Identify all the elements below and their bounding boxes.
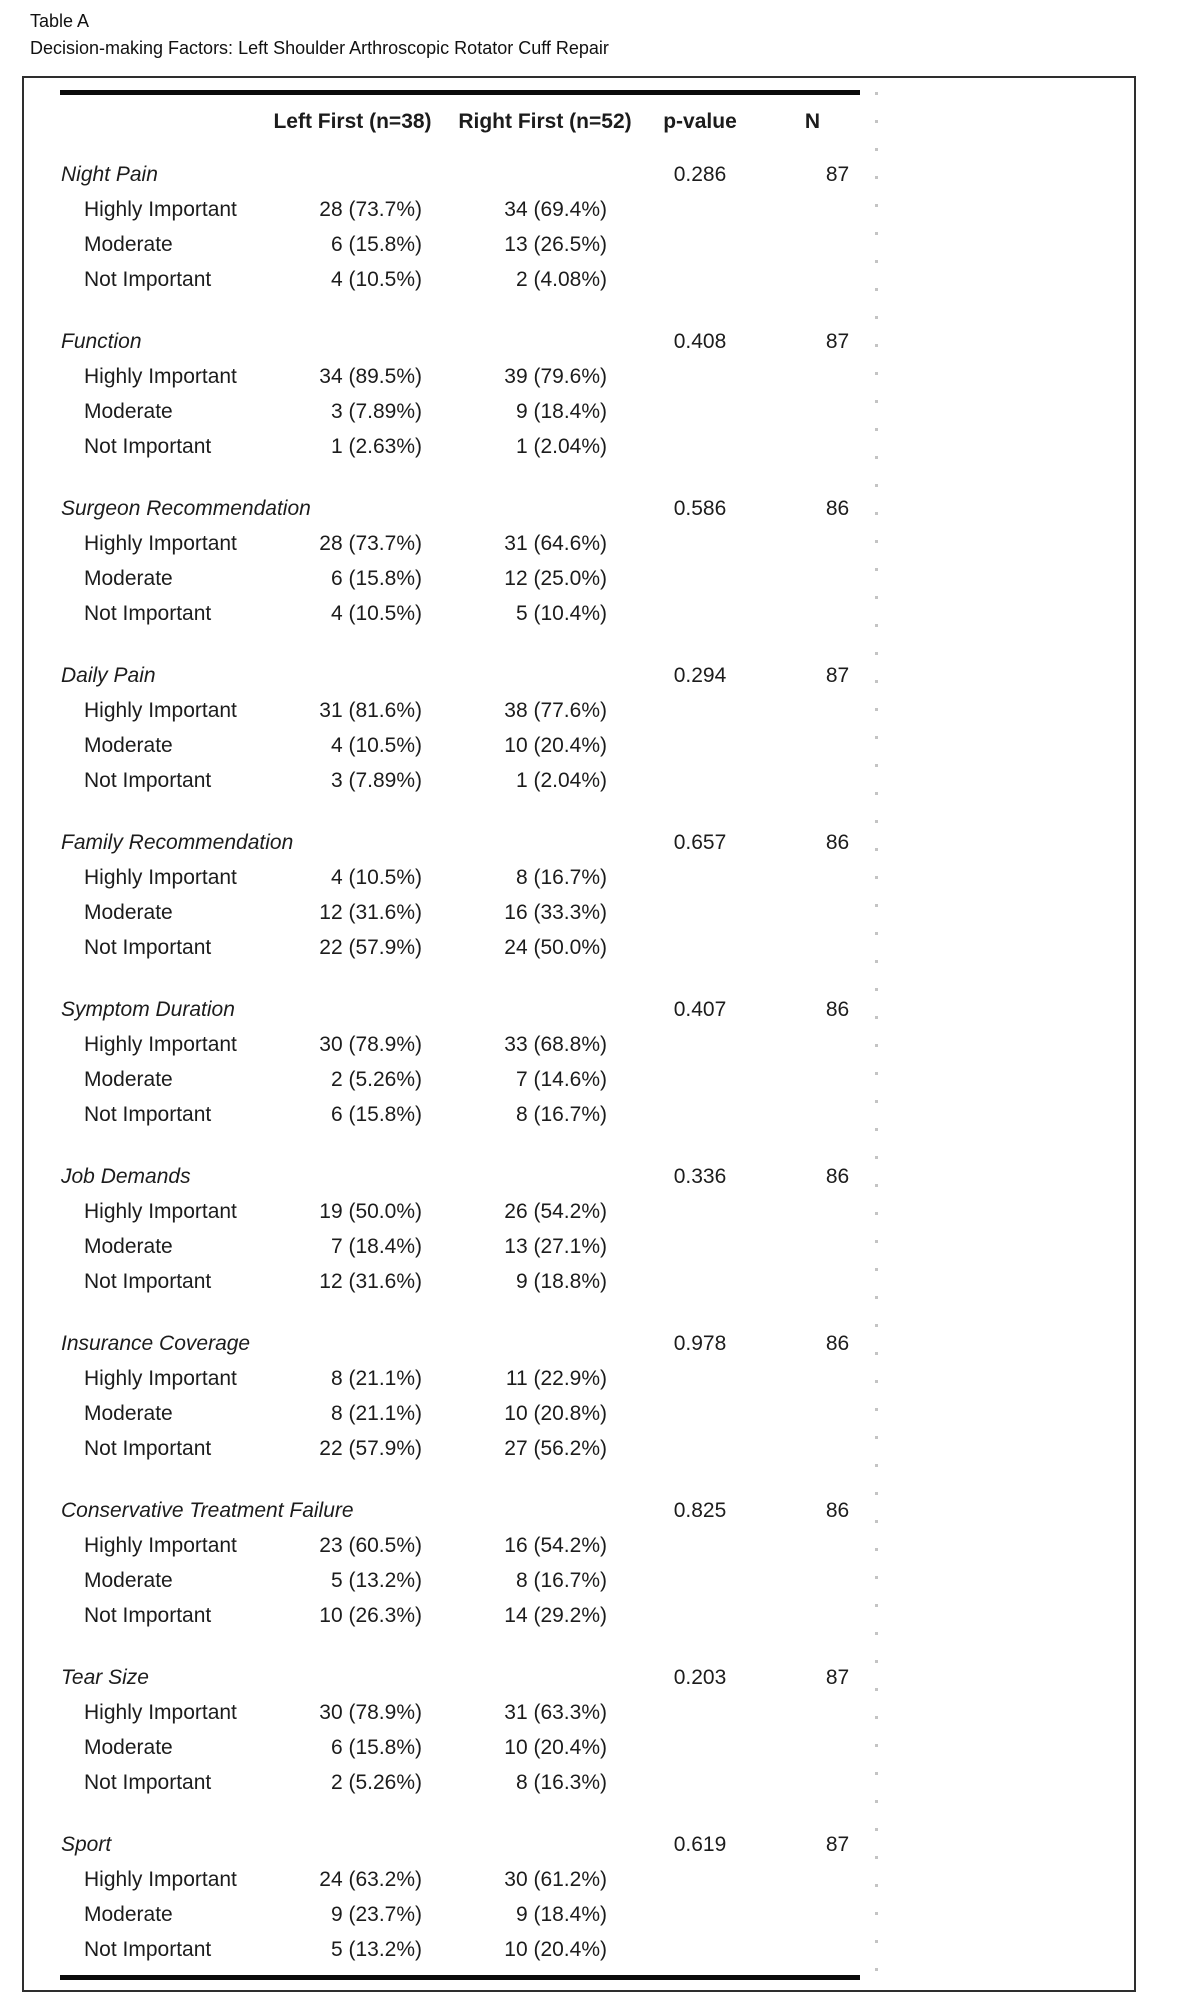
right-first-value: 34 (69.4%) bbox=[504, 198, 607, 221]
table-bottom-rule bbox=[60, 1975, 860, 1980]
left-first-value: 6 (15.8%) bbox=[330, 233, 422, 256]
importance-label: Not Important bbox=[84, 268, 212, 291]
importance-row bbox=[60, 1027, 870, 1062]
factor-section bbox=[60, 1493, 1134, 1633]
importance-row bbox=[60, 693, 870, 728]
importance-label: Not Important bbox=[84, 1604, 212, 1627]
right-first-value: 24 (50.0%) bbox=[504, 936, 607, 959]
importance-row bbox=[60, 1598, 870, 1633]
left-first-value: 22 (57.9%) bbox=[319, 936, 422, 959]
left-first-value: 6 (15.8%) bbox=[330, 567, 422, 590]
importance-row bbox=[60, 1862, 870, 1897]
importance-rows bbox=[60, 1027, 1134, 1132]
importance-rows bbox=[60, 526, 1134, 631]
left-first-value: 8 (21.1%) bbox=[330, 1402, 422, 1425]
factor-n-value: 87 bbox=[825, 330, 850, 353]
left-first-value: 3 (7.89%) bbox=[330, 769, 422, 792]
importance-rows bbox=[60, 1862, 1134, 1967]
importance-label: Moderate bbox=[84, 400, 173, 423]
table-title: Decision-making Factors: Left Shoulder Arthroscopic Rotator Cuff Repair bbox=[30, 38, 609, 58]
right-first-value: 31 (64.6%) bbox=[504, 532, 607, 555]
importance-label: Moderate bbox=[84, 901, 173, 924]
importance-row bbox=[60, 394, 870, 429]
left-first-value: 8 (21.1%) bbox=[330, 1367, 422, 1390]
importance-row bbox=[60, 763, 870, 798]
left-first-value: 5 (13.2%) bbox=[330, 1569, 422, 1592]
importance-rows bbox=[60, 192, 1134, 297]
factor-p-value: 0.619 bbox=[673, 1833, 727, 1856]
importance-row bbox=[60, 1396, 870, 1431]
left-first-value: 28 (73.7%) bbox=[319, 198, 422, 221]
right-first-value: 14 (29.2%) bbox=[504, 1604, 607, 1627]
importance-label: Highly Important bbox=[84, 1534, 237, 1557]
factor-header-row bbox=[60, 1660, 870, 1695]
right-first-value: 10 (20.8%) bbox=[504, 1402, 607, 1425]
factor-n-value: 86 bbox=[825, 497, 850, 520]
factor-n-value: 86 bbox=[825, 1332, 850, 1355]
importance-row bbox=[60, 526, 870, 561]
left-first-value: 23 (60.5%) bbox=[319, 1534, 422, 1557]
left-first-value: 5 (13.2%) bbox=[330, 1938, 422, 1961]
importance-row bbox=[60, 1730, 870, 1765]
importance-label: Moderate bbox=[84, 567, 173, 590]
left-first-value: 10 (26.3%) bbox=[319, 1604, 422, 1627]
factor-n-value: 87 bbox=[825, 1666, 850, 1689]
factor-name: Family Recommendation bbox=[61, 831, 294, 854]
importance-label: Highly Important bbox=[84, 866, 237, 889]
importance-row bbox=[60, 596, 870, 631]
factor-header-row bbox=[60, 825, 870, 860]
importance-label: Not Important bbox=[84, 769, 212, 792]
right-first-value: 27 (56.2%) bbox=[504, 1437, 607, 1460]
table-header-row bbox=[60, 104, 870, 139]
importance-row bbox=[60, 1361, 870, 1396]
importance-rows bbox=[60, 693, 1134, 798]
factor-name: Conservative Treatment Failure bbox=[61, 1499, 354, 1522]
importance-label: Highly Important bbox=[84, 1868, 237, 1891]
importance-row bbox=[60, 1897, 870, 1932]
importance-row bbox=[60, 561, 870, 596]
right-first-value: 8 (16.7%) bbox=[515, 1569, 607, 1592]
right-first-value: 26 (54.2%) bbox=[504, 1200, 607, 1223]
importance-rows bbox=[60, 1528, 1134, 1633]
column-header-left-first: Left First (n=38) bbox=[273, 110, 432, 133]
right-first-value: 31 (63.3%) bbox=[504, 1701, 607, 1724]
importance-label: Highly Important bbox=[84, 699, 237, 722]
right-first-value: 9 (18.4%) bbox=[515, 1903, 607, 1926]
left-first-value: 24 (63.2%) bbox=[319, 1868, 422, 1891]
table-body bbox=[60, 143, 1134, 1967]
factor-section bbox=[60, 1660, 1134, 1800]
factor-name: Insurance Coverage bbox=[61, 1332, 251, 1355]
right-first-value: 38 (77.6%) bbox=[504, 699, 607, 722]
factor-p-value: 0.203 bbox=[673, 1666, 727, 1689]
factor-n-value: 86 bbox=[825, 1499, 850, 1522]
factor-p-value: 0.336 bbox=[673, 1165, 727, 1188]
importance-row bbox=[60, 930, 870, 965]
factor-p-value: 0.825 bbox=[673, 1499, 727, 1522]
factor-n-value: 86 bbox=[825, 831, 850, 854]
left-first-value: 12 (31.6%) bbox=[319, 901, 422, 924]
importance-rows bbox=[60, 359, 1134, 464]
factor-section bbox=[60, 1827, 1134, 1967]
right-first-value: 10 (20.4%) bbox=[504, 1938, 607, 1961]
importance-label: Highly Important bbox=[84, 1200, 237, 1223]
importance-label: Not Important bbox=[84, 435, 212, 458]
left-first-value: 19 (50.0%) bbox=[319, 1200, 422, 1223]
right-first-value: 8 (16.7%) bbox=[515, 1103, 607, 1126]
importance-label: Moderate bbox=[84, 734, 173, 757]
right-first-value: 1 (2.04%) bbox=[515, 435, 607, 458]
factor-header-row bbox=[60, 992, 870, 1027]
importance-row bbox=[60, 1431, 870, 1466]
factor-section bbox=[60, 1159, 1134, 1299]
column-header-n: N bbox=[804, 110, 821, 133]
left-first-value: 1 (2.63%) bbox=[330, 435, 422, 458]
importance-row bbox=[60, 1097, 870, 1132]
left-first-value: 31 (81.6%) bbox=[319, 699, 422, 722]
importance-label: Not Important bbox=[84, 1938, 212, 1961]
importance-row bbox=[60, 1229, 870, 1264]
factor-p-value: 0.978 bbox=[673, 1332, 727, 1355]
left-first-value: 4 (10.5%) bbox=[330, 268, 422, 291]
importance-row bbox=[60, 1528, 870, 1563]
importance-label: Moderate bbox=[84, 1235, 173, 1258]
factor-header-row bbox=[60, 1827, 870, 1862]
factor-section bbox=[60, 491, 1134, 631]
right-first-value: 5 (10.4%) bbox=[515, 602, 607, 625]
right-first-value: 16 (54.2%) bbox=[504, 1534, 607, 1557]
importance-label: Highly Important bbox=[84, 532, 237, 555]
importance-rows bbox=[60, 860, 1134, 965]
importance-label: Not Important bbox=[84, 602, 212, 625]
left-first-value: 2 (5.26%) bbox=[330, 1068, 422, 1091]
factor-name: Job Demands bbox=[61, 1165, 191, 1188]
factor-header-row bbox=[60, 1493, 870, 1528]
factor-section bbox=[60, 658, 1134, 798]
importance-label: Moderate bbox=[84, 233, 173, 256]
importance-row bbox=[60, 359, 870, 394]
importance-row bbox=[60, 429, 870, 464]
factor-n-value: 87 bbox=[825, 664, 850, 687]
factor-section bbox=[60, 1326, 1134, 1466]
importance-label: Highly Important bbox=[84, 365, 237, 388]
factor-section bbox=[60, 825, 1134, 965]
factor-header-row bbox=[60, 491, 870, 526]
importance-label: Moderate bbox=[84, 1402, 173, 1425]
importance-rows bbox=[60, 1695, 1134, 1800]
right-first-value: 30 (61.2%) bbox=[504, 1868, 607, 1891]
left-first-value: 28 (73.7%) bbox=[319, 532, 422, 555]
importance-rows bbox=[60, 1361, 1134, 1466]
right-first-value: 10 (20.4%) bbox=[504, 734, 607, 757]
left-first-value: 4 (10.5%) bbox=[330, 866, 422, 889]
importance-label: Highly Important bbox=[84, 1033, 237, 1056]
factor-section bbox=[60, 992, 1134, 1132]
importance-row bbox=[60, 1062, 870, 1097]
importance-row bbox=[60, 227, 870, 262]
importance-label: Moderate bbox=[84, 1903, 173, 1926]
importance-row bbox=[60, 1932, 870, 1967]
importance-row bbox=[60, 860, 870, 895]
left-first-value: 34 (89.5%) bbox=[319, 365, 422, 388]
table-label: Table A bbox=[30, 11, 90, 31]
scan-artifact-dots bbox=[875, 92, 878, 1976]
importance-row bbox=[60, 1563, 870, 1598]
importance-rows bbox=[60, 1194, 1134, 1299]
factor-n-value: 87 bbox=[825, 163, 850, 186]
importance-row bbox=[60, 1765, 870, 1800]
right-first-value: 1 (2.04%) bbox=[515, 769, 607, 792]
importance-label: Highly Important bbox=[84, 1367, 237, 1390]
factor-n-value: 87 bbox=[825, 1833, 850, 1856]
factor-name: Sport bbox=[61, 1833, 112, 1856]
left-first-value: 6 (15.8%) bbox=[330, 1736, 422, 1759]
importance-row bbox=[60, 1264, 870, 1299]
factor-header-row bbox=[60, 324, 870, 359]
importance-row bbox=[60, 1695, 870, 1730]
column-header-p-value: p-value bbox=[663, 110, 737, 133]
left-first-value: 7 (18.4%) bbox=[330, 1235, 422, 1258]
left-first-value: 4 (10.5%) bbox=[330, 602, 422, 625]
right-first-value: 39 (79.6%) bbox=[504, 365, 607, 388]
right-first-value: 12 (25.0%) bbox=[504, 567, 607, 590]
importance-label: Moderate bbox=[84, 1569, 173, 1592]
right-first-value: 11 (22.9%) bbox=[505, 1367, 607, 1390]
importance-label: Not Important bbox=[84, 936, 212, 959]
factor-p-value: 0.407 bbox=[673, 998, 727, 1021]
factor-header-row bbox=[60, 1159, 870, 1194]
factor-header-row bbox=[60, 1326, 870, 1361]
importance-row bbox=[60, 262, 870, 297]
right-first-value: 9 (18.8%) bbox=[515, 1270, 607, 1293]
importance-label: Moderate bbox=[84, 1068, 173, 1091]
right-first-value: 9 (18.4%) bbox=[515, 400, 607, 423]
importance-row bbox=[60, 728, 870, 763]
right-first-value: 16 (33.3%) bbox=[504, 901, 607, 924]
factor-name: Night Pain bbox=[61, 163, 158, 186]
factor-name: Surgeon Recommendation bbox=[61, 497, 311, 520]
left-first-value: 6 (15.8%) bbox=[330, 1103, 422, 1126]
right-first-value: 33 (68.8%) bbox=[504, 1033, 607, 1056]
right-first-value: 8 (16.3%) bbox=[515, 1771, 607, 1794]
importance-row bbox=[60, 895, 870, 930]
right-first-value: 7 (14.6%) bbox=[515, 1068, 607, 1091]
left-first-value: 2 (5.26%) bbox=[330, 1771, 422, 1794]
importance-label: Moderate bbox=[84, 1736, 173, 1759]
table-top-rule bbox=[60, 90, 860, 95]
left-first-value: 12 (31.6%) bbox=[319, 1270, 422, 1293]
left-first-value: 4 (10.5%) bbox=[330, 734, 422, 757]
factor-header-row bbox=[60, 157, 870, 192]
right-first-value: 2 (4.08%) bbox=[515, 268, 607, 291]
importance-label: Highly Important bbox=[84, 198, 237, 221]
factor-name: Function bbox=[61, 330, 142, 353]
left-first-value: 30 (78.9%) bbox=[319, 1701, 422, 1724]
importance-label: Not Important bbox=[84, 1771, 212, 1794]
importance-row bbox=[60, 192, 870, 227]
left-first-value: 9 (23.7%) bbox=[330, 1903, 422, 1926]
factor-section bbox=[60, 324, 1134, 464]
right-first-value: 13 (27.1%) bbox=[504, 1235, 607, 1258]
left-first-value: 22 (57.9%) bbox=[319, 1437, 422, 1460]
factor-header-row bbox=[60, 658, 870, 693]
left-first-value: 3 (7.89%) bbox=[330, 400, 422, 423]
column-header-right-first: Right First (n=52) bbox=[458, 110, 632, 133]
importance-label: Highly Important bbox=[84, 1701, 237, 1724]
right-first-value: 10 (20.4%) bbox=[504, 1736, 607, 1759]
factor-n-value: 86 bbox=[825, 1165, 850, 1188]
importance-label: Not Important bbox=[84, 1270, 212, 1293]
factor-p-value: 0.286 bbox=[673, 163, 727, 186]
factor-section bbox=[60, 157, 1134, 297]
factor-name: Symptom Duration bbox=[61, 998, 235, 1021]
importance-label: Not Important bbox=[84, 1103, 212, 1126]
factor-p-value: 0.657 bbox=[673, 831, 727, 854]
table-caption-block bbox=[30, 8, 609, 62]
factor-p-value: 0.586 bbox=[673, 497, 727, 520]
left-first-value: 30 (78.9%) bbox=[319, 1033, 422, 1056]
factor-p-value: 0.294 bbox=[673, 664, 727, 687]
right-first-value: 8 (16.7%) bbox=[515, 866, 607, 889]
factor-name: Tear Size bbox=[61, 1666, 149, 1689]
importance-row bbox=[60, 1194, 870, 1229]
importance-label: Not Important bbox=[84, 1437, 212, 1460]
right-first-value: 13 (26.5%) bbox=[504, 233, 607, 256]
factor-n-value: 86 bbox=[825, 998, 850, 1021]
table-border-box bbox=[22, 76, 1136, 1992]
factor-p-value: 0.408 bbox=[673, 330, 727, 353]
factor-name: Daily Pain bbox=[61, 664, 156, 687]
